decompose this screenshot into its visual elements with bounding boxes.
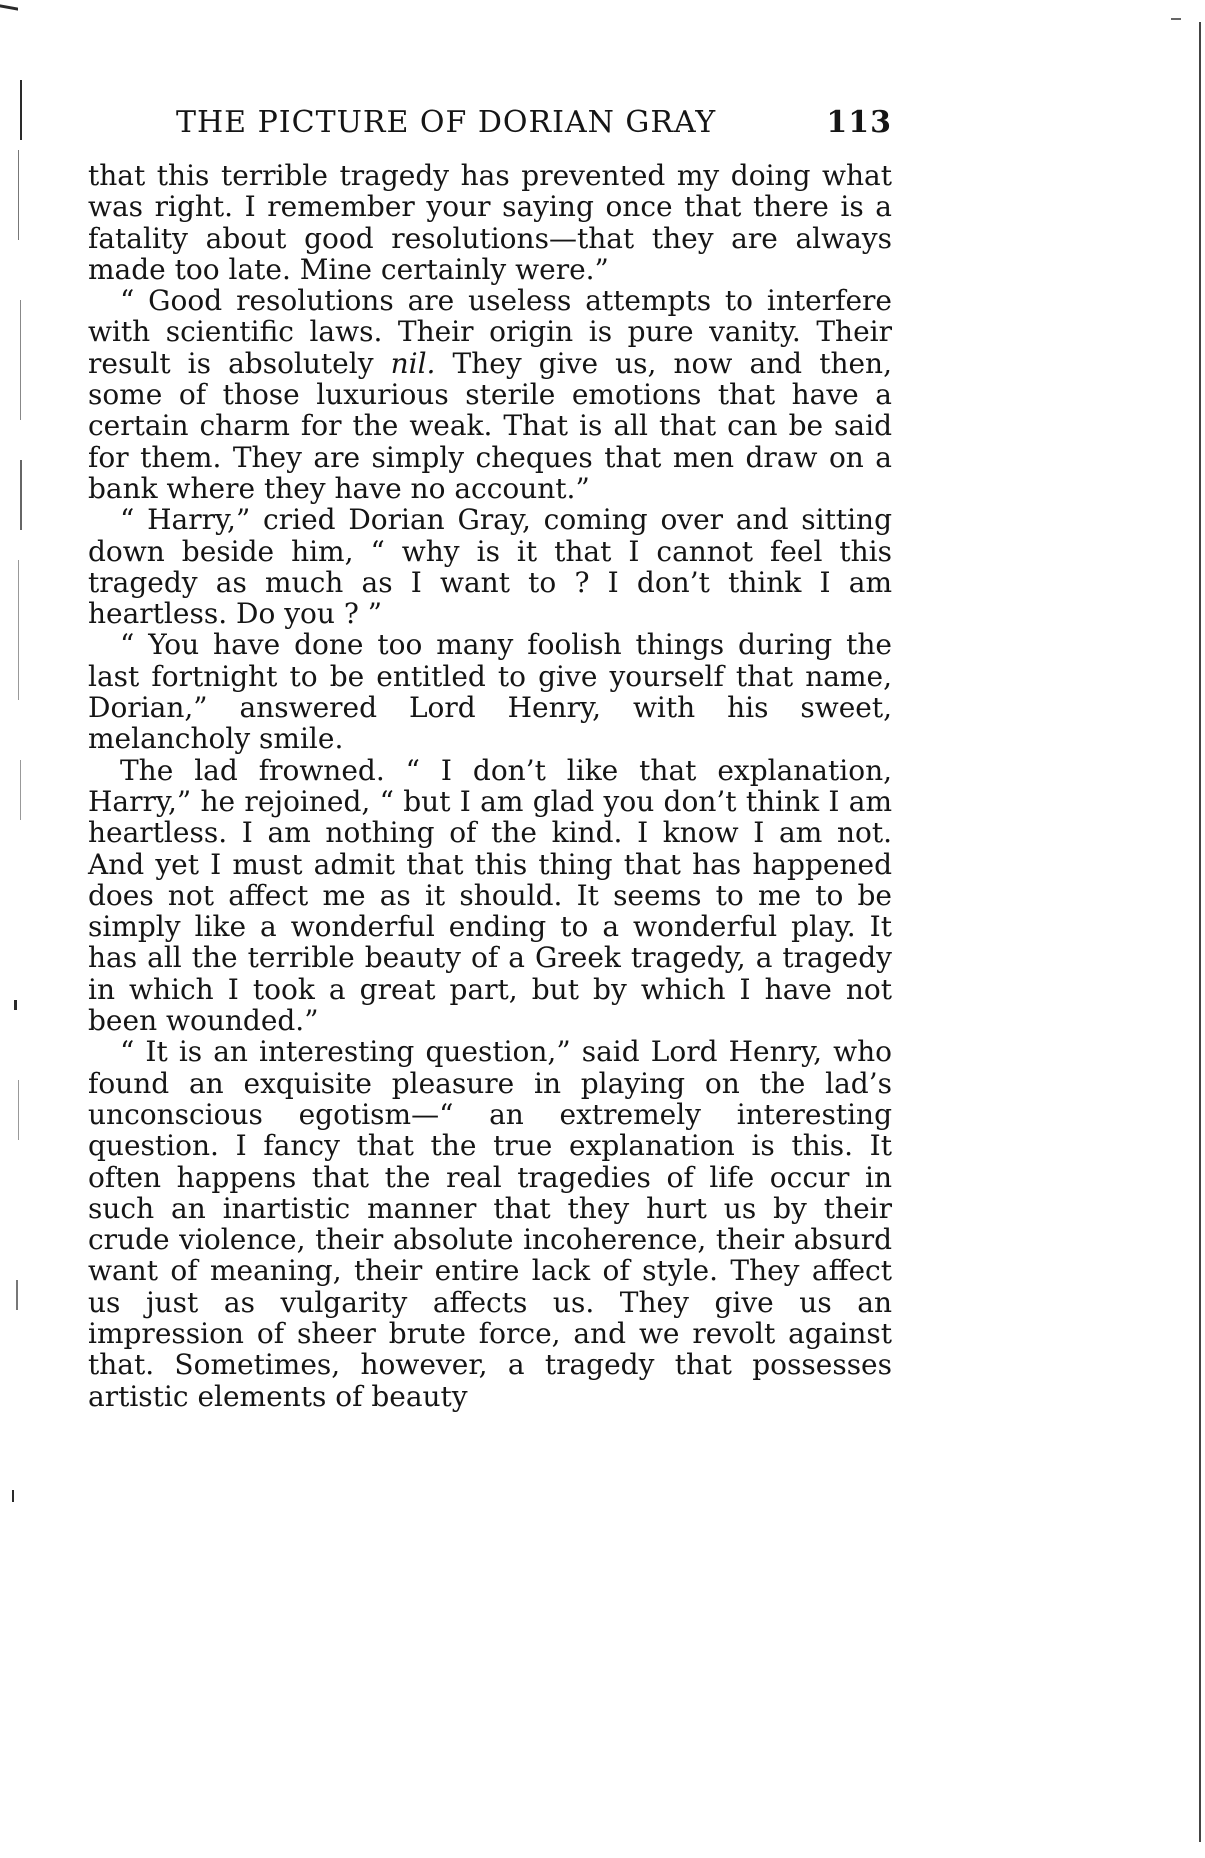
paragraph: The lad frowned. “ I don’t like that explanation, Harry,” he rejoined, “ but I am glad you don’t think I am heartless. I am nothing of the kind. I know I am not. And yet I must admit that this thing that has happened does not affect me as it should. It seems to me to be simply like a wonderful ending to a wonderful play. It has all the terrible beauty of a Greek tragedy, a tragedy in which I took a great part, but by which I have not been wounded.” bbox=[88, 753, 892, 1038]
paragraph: “ You have done too many foolish things during the last fortnight to be entitled to give yourself that name, Dorian,” answered Lord Henry, with his sweet, melancholy smile. bbox=[88, 628, 892, 756]
scan-mark bbox=[18, 150, 19, 240]
paragraph: that this terrible tragedy has prevented my doing what was right. I remember your saying once that there is a fatality about good resolutions—that they are always made too late. Mine certainly were.” bbox=[88, 159, 892, 286]
scan-mark bbox=[20, 80, 22, 140]
scan-mark bbox=[18, 1080, 19, 1140]
paragraph-text: They give us, now and then, some of those luxurious sterile emotions that have a certain charm for the weak. That is all that can be said for them. They are simply cheques that men draw on a bank where they have no account.” bbox=[88, 346, 892, 505]
page-number: 113 bbox=[826, 105, 892, 140]
scan-mark bbox=[0, 4, 18, 10]
emphasized-word: nil. bbox=[390, 346, 436, 380]
book-page bbox=[88, 98, 892, 1412]
page-edge-line bbox=[1199, 22, 1201, 1842]
scan-mark bbox=[20, 460, 22, 530]
paragraph bbox=[88, 285, 892, 504]
body-text bbox=[88, 160, 892, 1412]
scan-mark bbox=[14, 1000, 17, 1010]
paragraph-text: “ Good resolutions are useless attempts to interfere with scientific laws. Their origin is pure vanity. Their result is absolutely bbox=[88, 284, 892, 380]
scan-mark bbox=[16, 1280, 18, 1310]
scan-mark bbox=[1171, 18, 1181, 20]
scan-mark bbox=[20, 760, 21, 820]
running-head bbox=[88, 98, 892, 160]
scan-mark bbox=[18, 560, 19, 700]
scan-mark bbox=[12, 1490, 14, 1502]
scan-mark bbox=[20, 300, 21, 420]
running-title: THE PICTURE OF DORIAN GRAY bbox=[176, 105, 717, 140]
paragraph: “ It is an interesting question,” said Lord Henry, who found an exquisite pleasure in playing on the lad’s unconscious egotism—“ an extremely interesting question. I fancy that the true explanation is this. It often happens that the real tragedies of life occur in such an inartistic manner that they hurt us by their crude violence, their absolute incoherence, their absurd want of meaning, their entire lack of style. They affect us just as vulgarity affects us. They give us an impression of sheer brute force, and we revolt against that. Sometimes, however, a tragedy that possesses artistic elements of beauty bbox=[88, 1035, 892, 1413]
paragraph: “ Harry,” cried Dorian Gray, coming over and sitting down beside him, “ why is it that I cannot feel this tragedy as much as I want to ? I don’t think I am heartless. Do you ? ” bbox=[88, 503, 892, 631]
